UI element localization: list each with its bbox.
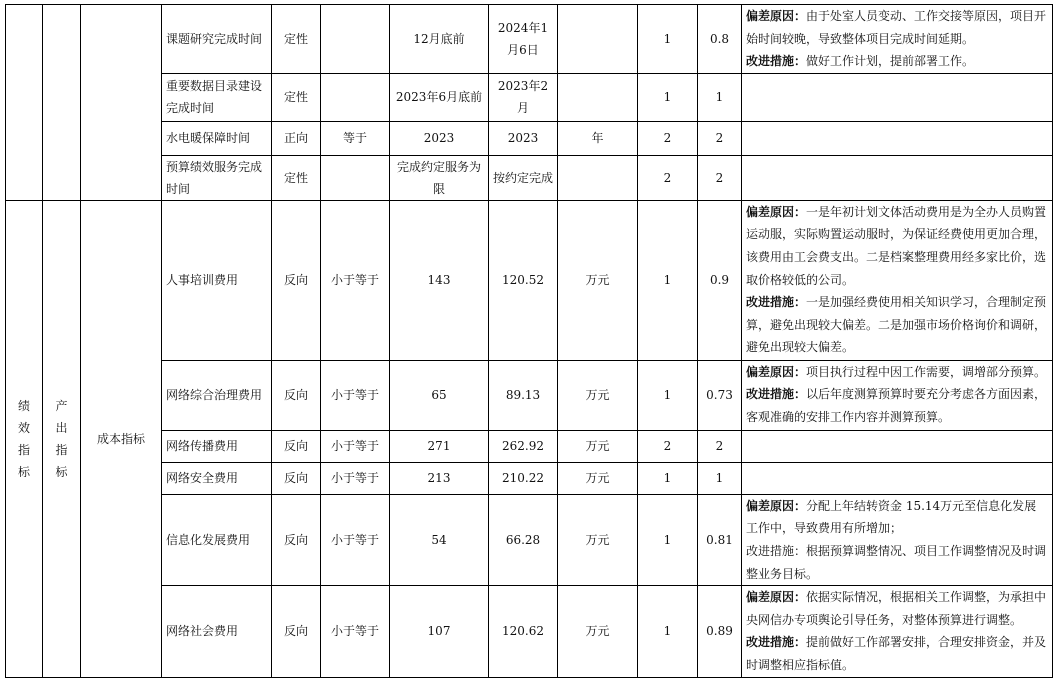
level2-cell-top <box>43 5 81 201</box>
note-paragraph <box>746 495 1048 540</box>
indicator-actual: 按约定完成 <box>489 155 558 200</box>
note-text: 依据实际情况，根据相关工作调整，为承担中央网信办专项舆论引导任务，对整体预算进行调整。 <box>746 590 1047 627</box>
indicator-target: 107 <box>390 586 489 677</box>
indicator-name: 网络社会费用 <box>162 586 272 677</box>
deviation-note <box>742 155 1053 200</box>
note-text: 做好工作计划，提前部署工作。 <box>806 54 975 69</box>
table-row <box>6 360 1053 430</box>
indicator-score: 1 <box>698 73 742 121</box>
note-text: 分配上年结转资金 15.14万元至信息化发展工作中，导致费用有所增加； <box>746 498 1037 536</box>
note-label: 偏差原因： <box>746 364 807 379</box>
indicator-weight: 2 <box>638 121 698 155</box>
note-paragraph <box>746 631 1048 676</box>
indicator-nature: 正向 <box>272 121 321 155</box>
indicator-name: 课题研究完成时间 <box>162 5 272 74</box>
indicator-actual: 262.92 <box>489 430 558 462</box>
note-text: 改进措施：根据预算调整情况、项目工作调整情况及时调整业务目标。 <box>746 543 1047 581</box>
table-row <box>6 155 1053 200</box>
indicator-target: 54 <box>390 494 489 585</box>
note-text: 提前做好工作部署安排，合理安排资金，并及时调整相应指标值。 <box>746 635 1047 672</box>
indicator-unit: 万元 <box>558 586 638 677</box>
indicator-operator: 小于等于 <box>321 200 390 360</box>
indicator-weight: 1 <box>638 586 698 677</box>
indicator-weight: 2 <box>638 155 698 200</box>
note-paragraph <box>746 5 1048 50</box>
indicator-nature: 反向 <box>272 200 321 360</box>
table-row <box>6 462 1053 494</box>
indicator-weight: 1 <box>638 200 698 360</box>
indicator-name: 人事培训费用 <box>162 200 272 360</box>
indicator-nature: 反向 <box>272 586 321 677</box>
indicator-name: 信息化发展费用 <box>162 494 272 585</box>
deviation-note <box>742 586 1053 677</box>
indicator-name: 网络安全费用 <box>162 462 272 494</box>
indicator-score: 2 <box>698 430 742 462</box>
indicator-nature: 定性 <box>272 5 321 74</box>
indicator-target: 65 <box>390 360 489 430</box>
performance-table <box>5 4 1053 678</box>
deviation-note <box>742 430 1053 462</box>
indicator-nature: 反向 <box>272 360 321 430</box>
indicator-score: 2 <box>698 121 742 155</box>
note-paragraph <box>746 586 1048 631</box>
indicator-actual: 2023 <box>489 121 558 155</box>
deviation-note <box>742 200 1053 360</box>
note-label: 偏差原因： <box>746 498 807 513</box>
table-row <box>6 73 1053 121</box>
indicator-operator <box>321 155 390 200</box>
note-text: 一是加强经费使用相关知识学习，合理制定预算，避免出现较大偏差。二是加强市场价格询价和调研，避免出现较大偏差。 <box>746 295 1047 355</box>
indicator-weight: 1 <box>638 360 698 430</box>
indicator-target: 143 <box>390 200 489 360</box>
indicator-actual: 210.22 <box>489 462 558 494</box>
indicator-operator: 小于等于 <box>321 586 390 677</box>
indicator-score: 0.81 <box>698 494 742 585</box>
table-row <box>6 200 1053 360</box>
indicator-unit: 万元 <box>558 200 638 360</box>
table-row <box>6 430 1053 462</box>
indicator-actual: 120.52 <box>489 200 558 360</box>
indicator-target: 完成约定服务为限 <box>390 155 489 200</box>
note-paragraph <box>746 383 1048 428</box>
level3-cell-top <box>81 5 162 201</box>
indicator-actual: 120.62 <box>489 586 558 677</box>
indicator-operator <box>321 5 390 74</box>
note-paragraph <box>746 291 1048 359</box>
indicator-score: 2 <box>698 155 742 200</box>
indicator-name: 重要数据目录建设完成时间 <box>162 73 272 121</box>
note-label: 偏差原因： <box>746 9 807 23</box>
indicator-operator: 小于等于 <box>321 430 390 462</box>
note-text: 以后年度测算预算时要充分考虑各方面因素，客观准确的安排工作内容并测算预算。 <box>746 387 1047 424</box>
note-label: 偏差原因： <box>746 590 807 605</box>
deviation-note <box>742 360 1053 430</box>
indicator-nature: 定性 <box>272 73 321 121</box>
indicator-score: 0.73 <box>698 360 742 430</box>
indicator-unit: 万元 <box>558 430 638 462</box>
indicator-operator: 小于等于 <box>321 494 390 585</box>
indicator-unit: 年 <box>558 121 638 155</box>
note-label: 改进措施： <box>746 54 807 69</box>
table-row <box>6 586 1053 677</box>
note-label: 改进措施： <box>746 635 807 650</box>
note-text: 一是年初计划文体活动费用是为全办人员购置运动服，实际购置运动服时，为保证经费使用更加合理，该费用由工会费支出。二是档案整理费用经多家比价，选取价格较低的公司。 <box>746 204 1047 287</box>
note-paragraph <box>746 540 1048 585</box>
deviation-note <box>742 5 1053 74</box>
note-label: 改进措施： <box>746 295 807 310</box>
note-text: 项目执行过程中因工作需要，调增部分预算。 <box>806 364 1047 379</box>
indicator-unit: 万元 <box>558 494 638 585</box>
indicator-name: 预算绩效服务完成时间 <box>162 155 272 200</box>
table-row <box>6 5 1053 74</box>
deviation-note <box>742 121 1053 155</box>
indicator-target: 213 <box>390 462 489 494</box>
indicator-name: 网络传播费用 <box>162 430 272 462</box>
indicator-nature: 反向 <box>272 430 321 462</box>
indicator-operator: 小于等于 <box>321 360 390 430</box>
table-row <box>6 121 1053 155</box>
deviation-note <box>742 494 1053 585</box>
note-paragraph <box>746 50 1048 73</box>
indicator-score: 0.9 <box>698 200 742 360</box>
level1-cell-top <box>6 5 43 201</box>
indicator-unit: 万元 <box>558 360 638 430</box>
indicator-nature: 定性 <box>272 155 321 200</box>
indicator-unit <box>558 155 638 200</box>
indicator-name: 水电暖保障时间 <box>162 121 272 155</box>
indicator-actual: 66.28 <box>489 494 558 585</box>
indicator-score: 0.8 <box>698 5 742 74</box>
indicator-score: 0.89 <box>698 586 742 677</box>
indicator-actual: 2024年1月6日 <box>489 5 558 74</box>
note-text: 由于处室人员变动、工作交接等原因，项目开始时间较晚，导致整体项目完成时间延期。 <box>746 9 1047 46</box>
indicator-score: 1 <box>698 462 742 494</box>
indicator-target: 2023 <box>390 121 489 155</box>
indicator-weight: 1 <box>638 5 698 74</box>
indicator-operator <box>321 73 390 121</box>
indicator-target: 12月底前 <box>390 5 489 74</box>
note-label: 偏差原因： <box>746 204 807 219</box>
level3-label: 成本指标 <box>81 200 162 677</box>
indicator-weight: 1 <box>638 73 698 121</box>
indicator-nature: 反向 <box>272 462 321 494</box>
indicator-name: 网络综合治理费用 <box>162 360 272 430</box>
indicator-weight: 2 <box>638 430 698 462</box>
table-row <box>6 494 1053 585</box>
note-label: 改进措施： <box>746 387 807 402</box>
indicator-weight: 1 <box>638 462 698 494</box>
indicator-operator: 等于 <box>321 121 390 155</box>
indicator-actual: 2023年2月 <box>489 73 558 121</box>
note-paragraph <box>746 361 1048 384</box>
indicator-unit <box>558 5 638 74</box>
indicator-target: 271 <box>390 430 489 462</box>
indicator-unit <box>558 73 638 121</box>
level2-label: 产出指标 <box>43 200 81 677</box>
note-paragraph <box>746 201 1048 291</box>
indicator-target: 2023年6月底前 <box>390 73 489 121</box>
level1-label: 绩效指标 <box>6 200 43 677</box>
indicator-nature: 反向 <box>272 494 321 585</box>
indicator-unit: 万元 <box>558 462 638 494</box>
indicator-actual: 89.13 <box>489 360 558 430</box>
deviation-note <box>742 462 1053 494</box>
deviation-note <box>742 73 1053 121</box>
indicator-operator: 小于等于 <box>321 462 390 494</box>
indicator-weight: 1 <box>638 494 698 585</box>
